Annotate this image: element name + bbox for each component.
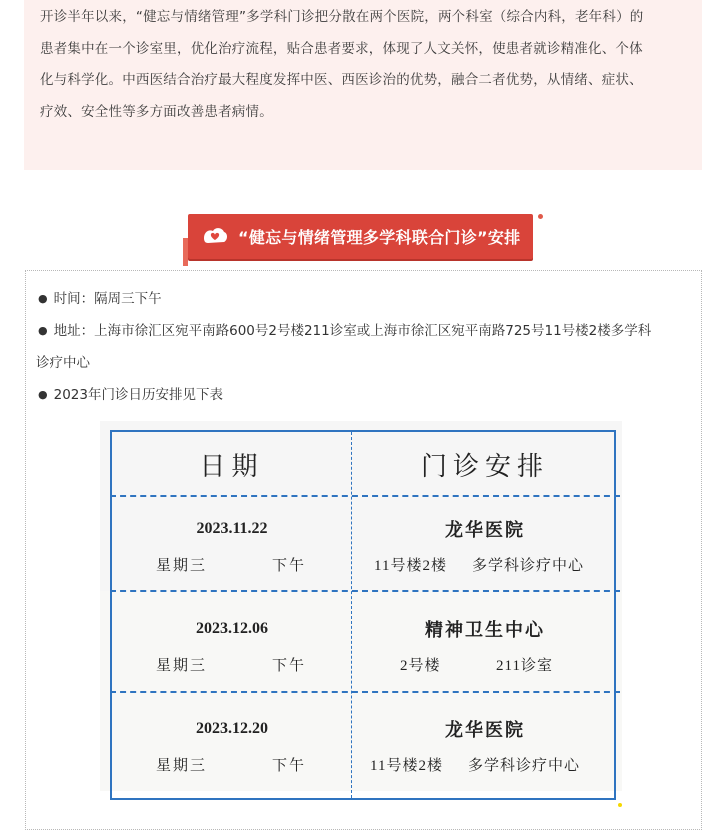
- intro-line-4: 疗效、安全性等多方面改善患者病情。: [40, 103, 273, 120]
- intro-section: [24, 0, 702, 170]
- info-calendar-note: [38, 380, 223, 411]
- banner-title: “健忘与情绪管理多学科联合门诊”安排: [238, 228, 521, 247]
- row1-building: 11号楼2楼: [374, 558, 447, 574]
- row1-date: 2023.11.22: [196, 520, 268, 537]
- row3-date: 2023.12.20: [196, 720, 268, 737]
- banner-bar: [188, 214, 533, 259]
- row2-period: 下午: [272, 658, 307, 674]
- row3-hospital: 龙华医院: [445, 720, 525, 740]
- row2-hospital: 精神卫生中心: [425, 620, 545, 640]
- calendar-table: [110, 430, 616, 800]
- row-divider: [110, 590, 620, 592]
- row-divider: [110, 691, 620, 693]
- row3-room: 多学科诊疗中心: [468, 758, 581, 774]
- row3-building: 11号楼2楼: [370, 758, 443, 774]
- bullet-dot-icon: ●: [38, 324, 48, 337]
- row2-room: 211诊室: [496, 658, 553, 674]
- intro-line-2: 患者集中在一个诊室里，优化治疗流程，贴合患者要求，体现了人文关怀，使患者就诊精准化、个体: [40, 40, 643, 57]
- info-time: [38, 284, 162, 315]
- info-address: [38, 316, 651, 347]
- info-address-text: 地址：上海市徐汇区宛平南路600号2号楼211诊室或上海市徐汇区宛平南路725号11号楼2楼多学科: [53, 323, 652, 339]
- row3-weekday: 星期三: [156, 758, 208, 774]
- row2-date: 2023.12.06: [196, 620, 268, 637]
- info-address-cont: [36, 348, 90, 379]
- info-calendar-text: 2023年门诊日历安排见下表: [53, 387, 223, 403]
- row2-building: 2号楼: [400, 658, 441, 674]
- info-address-text-2: 诊疗中心: [36, 355, 90, 371]
- header-arrangement: 门诊安排: [420, 451, 549, 482]
- row3-period: 下午: [272, 758, 307, 774]
- row1-room: 多学科诊疗中心: [472, 558, 585, 574]
- row2-weekday: 星期三: [156, 658, 208, 674]
- row1-hospital: 龙华医院: [445, 520, 525, 540]
- banner-ribbon: [183, 238, 188, 266]
- info-time-text: 时间：隔周三下午: [53, 291, 162, 307]
- banner-dot: [538, 214, 543, 219]
- bullet-dot-icon: ●: [38, 292, 48, 305]
- intro-line-3: 化与科学化。中西医结合治疗最大程度发挥中医、西医诊治的优势，融合二者优势，从情绪、症状、: [40, 72, 643, 88]
- header-date: 日期: [199, 451, 264, 482]
- row1-weekday: 星期三: [156, 558, 208, 574]
- intro-line-1: 开诊半年以来，“健忘与情绪管理”多学科门诊把分散在两个医院，两个科室（综合内科，老年科）的: [40, 9, 644, 25]
- decorative-dot: [618, 803, 622, 807]
- row1-period: 下午: [272, 558, 307, 574]
- bullet-dot-icon: ●: [38, 388, 48, 401]
- cloud-heart-icon: [200, 222, 230, 252]
